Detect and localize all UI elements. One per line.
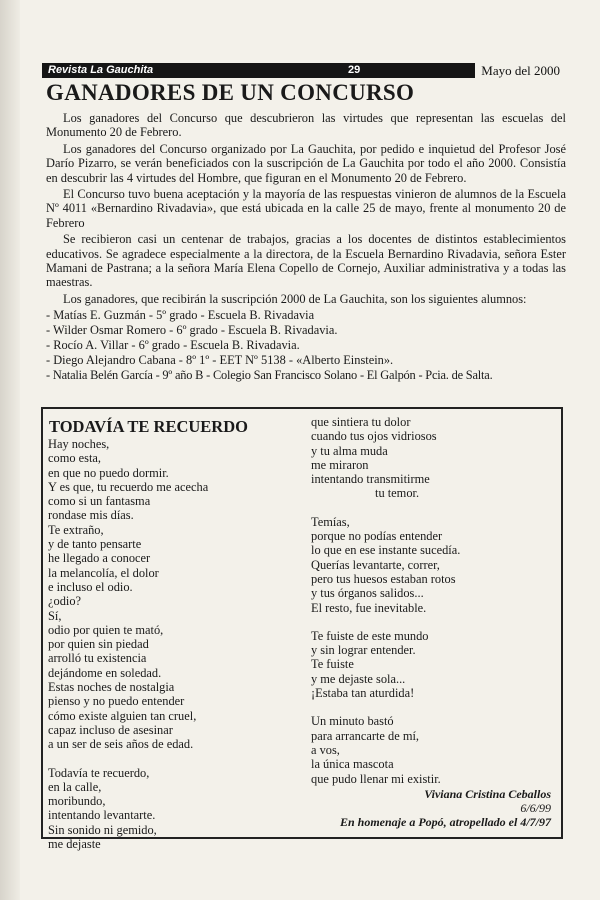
poem-line: Hay noches, — [48, 437, 110, 451]
poem-line: Te fuiste — [311, 657, 354, 672]
running-header — [42, 63, 566, 78]
stanza-gap — [48, 752, 208, 766]
poem-line: lo que en ese instante sucedía. — [311, 543, 461, 558]
poem-line: porque no podías entender — [311, 529, 443, 544]
poem-line: dejándome en soledad. — [48, 665, 162, 680]
poem-line: intentando levantarte. — [48, 808, 156, 823]
poem-line: y tu alma muda — [311, 443, 388, 458]
winner-item: - Wilder Osmar Romero - 6º grado - Escuela B. Rivadavia. — [46, 323, 338, 338]
poem-box — [41, 407, 563, 852]
poem-line: por quien sin piedad — [48, 637, 149, 652]
poem-line: pienso y no puedo entender — [48, 694, 185, 709]
poem-line: que pudo llenar mi existir. — [311, 771, 441, 786]
poem-line: moribundo, — [48, 794, 106, 809]
poem-line: rondase mis días. — [48, 508, 134, 523]
poem-line: y de tanto pensarte — [48, 537, 142, 552]
poem-line: Estas noches de nostalgia — [48, 680, 175, 695]
poem-line: cuando tus ojos vidriosos — [311, 429, 437, 444]
page-number: 29 — [348, 64, 361, 76]
poem-line: Sí, — [48, 608, 62, 623]
poem-line: me miraron — [311, 457, 369, 472]
article-paragraph: Los ganadores del Concurso que descubrieron las virtudes que representan las escuelas del Monumento 20 de Febrero. — [46, 111, 566, 140]
poem-line: Sin sonido ni gemido, — [48, 822, 157, 837]
poem-signature — [424, 788, 551, 815]
poem-line: Y es que, tu recuerdo me acecha — [48, 479, 209, 494]
poem-line: que sintiera tu dolor — [311, 415, 411, 429]
poem-line: pero tus huesos estaban rotos — [311, 571, 456, 586]
poem-dedication: En homenaje a Popó, atropellado el 4/7/97 — [339, 815, 551, 829]
stanza-gap — [311, 700, 460, 714]
article-paragraph: El Concurso tuvo buena aceptación y la mayoría de las respuestas vinieron de alumnos de la Escuela Nº 4011 «Bernardino Rivadavia», que está ubicada en la calle 25 de mayo, frente al monumento 20 de Febrero — [46, 187, 566, 230]
poem-line: Te fuiste de este mundo — [311, 628, 429, 643]
poem-line: El resto, fue inevitable. — [311, 600, 427, 615]
poem-line: arrolló tu existencia — [48, 651, 147, 666]
poem-line: intentando transmitirme — [311, 472, 430, 487]
poem-title: TODAVÍA TE RECUERDO — [49, 417, 248, 436]
poem-line: Un minuto bastó — [311, 714, 394, 729]
poem-line: en la calle, — [48, 779, 102, 794]
poem-line: a un ser de seis años de edad. — [48, 737, 194, 752]
poem-line: Querías levantarte, correr, — [311, 557, 440, 572]
poem-line: en que no puedo dormir. — [48, 465, 169, 480]
poem-line: cómo existe alguien tan cruel, — [48, 708, 197, 723]
poem-line: y tus órganos salidos... — [311, 586, 424, 601]
poem-line: he llegado a conocer — [48, 551, 151, 566]
poem-line: Te extraño, — [48, 522, 104, 537]
poem-line: para arrancarte de mí, — [311, 728, 420, 743]
poem-line: e incluso el odio. — [48, 579, 133, 594]
stanza-gap — [311, 615, 460, 629]
poem-line: Todavía te recuerdo, — [48, 765, 150, 780]
poem-right-column — [311, 415, 460, 786]
article-body — [46, 111, 566, 383]
poem-line: como esta, — [48, 451, 101, 466]
poem-line: a vos, — [311, 742, 340, 757]
poem-date: 6/6/99 — [520, 800, 551, 815]
winners-list — [46, 308, 566, 383]
stanza-gap — [311, 501, 460, 515]
poem-line: capaz incluso de asesinar — [48, 722, 173, 737]
winner-item: - Rocío A. Villar - 6º grado - Escuela B. Rivadavia. — [46, 338, 300, 353]
winner-item: - Matías E. Guzmán - 5º grado - Escuela B. Rivadavia — [46, 308, 315, 323]
poem-line: como si un fantasma — [48, 494, 151, 509]
poem-line: ¿odio? — [48, 594, 82, 609]
article-title: GANADORES DE UN CONCURSO — [46, 80, 415, 105]
poem-line: la única mascota — [311, 757, 394, 772]
magazine-name: Revista La Gauchita — [48, 64, 154, 76]
poem-author: Viviana Cristina Ceballos — [424, 787, 551, 801]
poem-line: Temías, — [311, 514, 350, 529]
issue-date: Mayo del 2000 — [475, 63, 566, 78]
article-paragraph: Los ganadores, que recibirán la suscripción 2000 de La Gauchita, son los siguientes alumnos: — [63, 291, 527, 306]
article-paragraph: Los ganadores del Concurso organizado por La Gauchita, por pedido e inquietud del Profesor José Darío Pizarro, se verán beneficiados con la suscripción de La Gauchita por todo el año 2000. Consistía en descubrir las 4 virtudes del Hombre, que figuran en el Monumento 20 de Febrero. — [46, 141, 566, 185]
poem-line: ¡Estaba tan aturdida! — [311, 686, 415, 701]
poem-line: tu temor. — [375, 486, 420, 501]
poem-line: y me dejaste sola... — [311, 671, 406, 686]
article-paragraph: Se recibieron casi un centenar de trabajos, gracias a los docentes de distintos establecimientos educativos. Se agradece especialmente a la directora, de la Escuela Bernardino Rivadavia, señora Ester Mamani de Pastrana; a la señora María Elena Copello de Cornejo, Auxiliar administrativa y a todas las maestras. — [46, 232, 566, 290]
poem-line: y sin lograr entender. — [311, 643, 416, 658]
winner-item: - Natalia Belén García - 9º año B - Colegio San Francisco Solano - El Galpón - Pcia. de Salta. — [46, 368, 493, 383]
page-edge — [0, 0, 20, 900]
poem-line: odio por quien te mató, — [48, 622, 164, 637]
poem-line: la melancolía, el dolor — [48, 565, 159, 580]
poem-line: me dejaste — [48, 837, 101, 852]
poem-left-column — [48, 437, 208, 851]
winner-item: - Diego Alejandro Cabana - 8º 1º - EET Nº 5138 - «Alberto Einstein». — [46, 353, 394, 368]
